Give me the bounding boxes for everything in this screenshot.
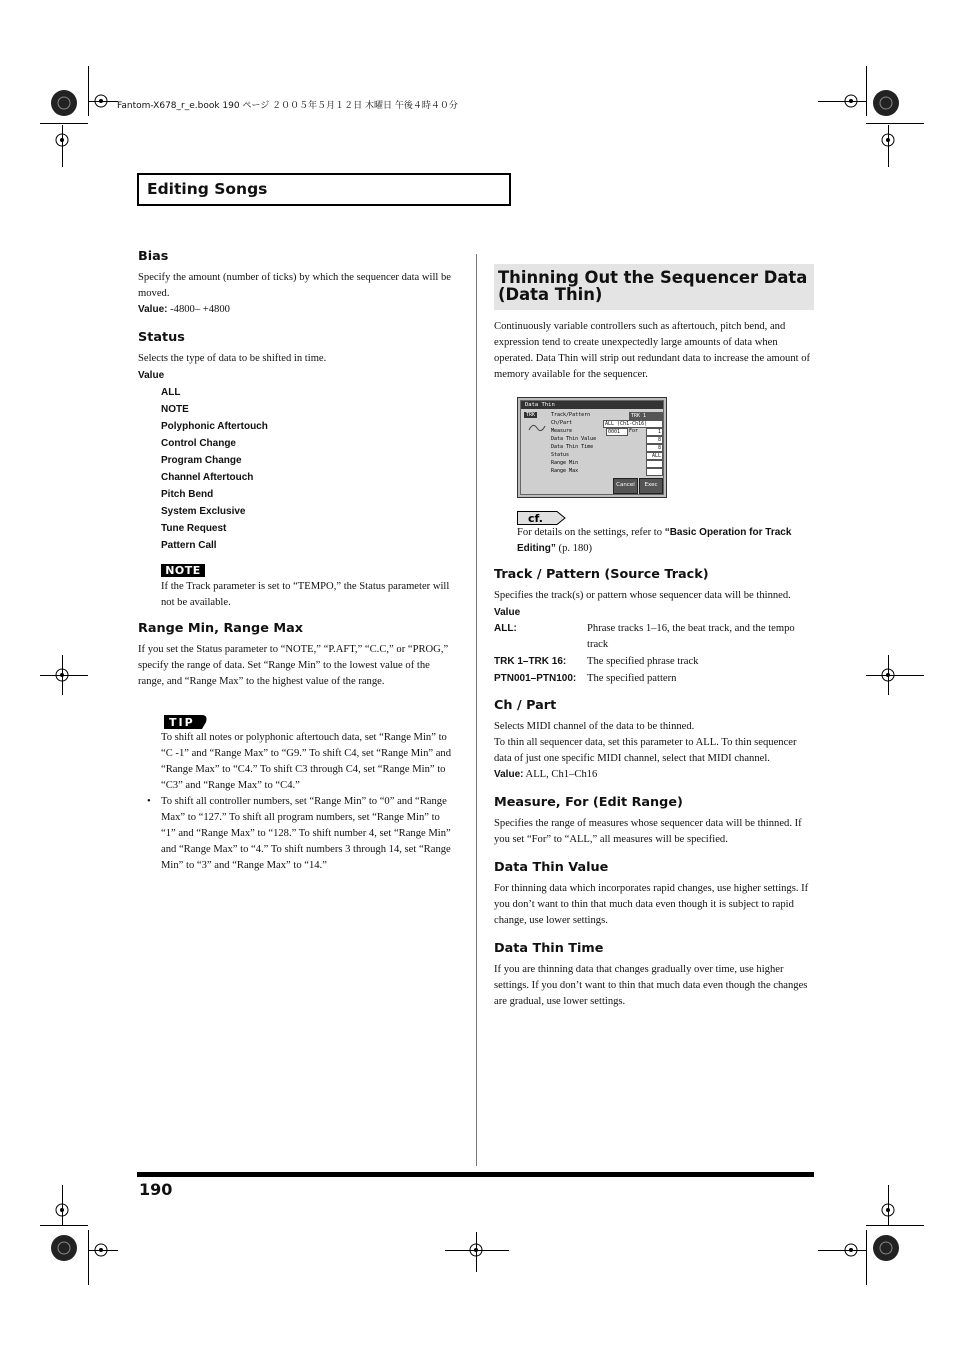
range-min-field[interactable] bbox=[646, 460, 663, 468]
row-value: Phrase tracks 1–16, the beat track, and the tempo track bbox=[587, 623, 795, 650]
status-value-list bbox=[138, 384, 458, 554]
screen-label: Range Min bbox=[551, 460, 579, 466]
track-graphic-icon bbox=[527, 420, 547, 434]
row-value: The specified pattern bbox=[587, 673, 677, 684]
column-divider bbox=[476, 254, 477, 1166]
thin-value-heading: Data Thin Value bbox=[494, 860, 609, 875]
screen-inner bbox=[520, 400, 664, 495]
track-value-label: Value bbox=[494, 607, 521, 618]
list-item: Tune Request bbox=[161, 523, 227, 534]
track-field[interactable]: TRK 1 bbox=[629, 412, 663, 420]
list-item: Control Change bbox=[161, 438, 236, 449]
screen-label: Range Max bbox=[551, 468, 579, 474]
cf-badge-label: cf. bbox=[528, 512, 543, 525]
page-number: 190 bbox=[139, 1180, 173, 1199]
ch-value bbox=[494, 767, 814, 783]
section-title-box bbox=[494, 264, 814, 310]
thin-time-heading: Data Thin Time bbox=[494, 941, 604, 956]
measure-desc: Specifies the range of measures whose sequencer data will be thinned. If you set “For” to “ALL,” all measures will be specified. bbox=[494, 818, 802, 845]
list-item: Pitch Bend bbox=[161, 489, 214, 500]
cf-badge-icon bbox=[517, 510, 567, 526]
screen-title: Data Thin bbox=[521, 401, 663, 409]
print-header: Fantom-X678_r_e.book 190 ページ ２００５年５月１２日 木曜日 午後４時４０分 bbox=[117, 101, 458, 111]
status-heading: Status bbox=[138, 330, 185, 345]
status-value-label: Value bbox=[138, 370, 165, 381]
screen-label: Measure bbox=[551, 428, 573, 434]
footer-rule bbox=[137, 1172, 814, 1177]
list-item: NOTE bbox=[161, 404, 189, 415]
thin-value-desc: For thinning data which incorporates rapid changes, use higher settings. If you don’t want to thin that much data even though it is subject to rapid change, use lower settings. bbox=[494, 883, 809, 926]
measure-heading: Measure, For (Edit Range) bbox=[494, 795, 683, 810]
bias-heading: Bias bbox=[138, 249, 169, 264]
measure-field[interactable]: 0001 bbox=[606, 428, 628, 436]
bias-value bbox=[138, 302, 458, 318]
tip-text-1: To shift all notes or polyphonic aftertouch data, set “Range Min” to “C -1” and “Range Max” to “G9.” To shift C4, set “Range Min” and “Range Max” to “C4.” To shift C3 through C4, set “Range Min” to “C3” and “Range Max” to “C4.” bbox=[161, 732, 452, 791]
status-desc: Selects the type of data to be shifted in time. bbox=[138, 353, 327, 364]
list-item: Channel Aftertouch bbox=[161, 472, 254, 483]
cf-reference bbox=[517, 525, 815, 557]
bias-value-text: -4800– +4800 bbox=[170, 304, 230, 315]
cf-link[interactable]: “Basic Operation for Track Editing” bbox=[517, 527, 792, 554]
tip-badge-label: TIP bbox=[169, 716, 195, 729]
ch-value-label: Value: bbox=[494, 769, 524, 780]
table-row bbox=[494, 671, 814, 687]
for-field[interactable]: 1 bbox=[646, 428, 663, 436]
screen-label: Data Thin Time bbox=[551, 444, 594, 450]
ch-part-field[interactable]: ALL (Ch1-Ch16) bbox=[603, 420, 663, 428]
bullet-icon: • bbox=[147, 796, 151, 807]
screen-label: Data Thin Value bbox=[551, 436, 597, 442]
list-item: Program Change bbox=[161, 455, 242, 466]
row-key: PTN001–PTN100: bbox=[494, 673, 577, 684]
thin-time-field[interactable]: 8 bbox=[646, 444, 663, 452]
chapter-header bbox=[137, 173, 511, 206]
list-item: Polyphonic Aftertouch bbox=[161, 421, 268, 432]
note-text: If the Track parameter is set to “TEMPO,” the Status parameter will not be available. bbox=[161, 581, 450, 608]
chapter-title: Editing Songs bbox=[147, 180, 268, 198]
ch-heading: Ch / Part bbox=[494, 698, 557, 713]
tip-badge-icon bbox=[162, 713, 208, 731]
for-label: For bbox=[629, 428, 639, 434]
track-heading: Track / Pattern (Source Track) bbox=[494, 567, 709, 582]
tip-bullet bbox=[147, 794, 457, 874]
table-row bbox=[494, 654, 814, 670]
range-heading: Range Min, Range Max bbox=[138, 621, 303, 636]
ch-value-text: ALL, Ch1–Ch16 bbox=[525, 769, 598, 780]
track-desc: Specifies the track(s) or pattern whose sequencer data will be thinned. bbox=[494, 590, 791, 601]
row-key: TRK 1–TRK 16: bbox=[494, 656, 567, 667]
thin-value-field[interactable]: 8 bbox=[646, 436, 663, 444]
section-title: Thinning Out the Sequencer Data (Data Thin) bbox=[498, 268, 808, 304]
screen-label: Ch/Part bbox=[551, 420, 573, 426]
exec-button[interactable]: Exec bbox=[639, 478, 663, 494]
right-params bbox=[494, 567, 814, 1010]
status-field-value: ALL bbox=[651, 453, 661, 459]
bias-value-label: Value: bbox=[138, 304, 168, 315]
ch-desc-2: To thin all sequencer data, set this parameter to ALL. To thin sequencer data of just one specific MIDI channel, select that MIDI channel. bbox=[494, 737, 797, 764]
status-field[interactable] bbox=[646, 452, 663, 460]
list-item: Pattern Call bbox=[161, 540, 217, 551]
list-item: ALL bbox=[161, 387, 181, 398]
row-key: ALL: bbox=[494, 623, 517, 634]
thin-time-desc: If you are thinning data that changes gradually over time, use higher settings. If you don’t want to thin that much data even though the changes are gradual, use lower settings. bbox=[494, 964, 808, 1007]
cf-text-post: (p. 180) bbox=[555, 543, 593, 554]
screen-label: Status bbox=[551, 452, 570, 458]
range-max-field[interactable] bbox=[646, 468, 663, 476]
data-thin-screen bbox=[517, 397, 667, 498]
cancel-button[interactable]: Cancel bbox=[613, 478, 638, 494]
table-row bbox=[494, 621, 814, 653]
list-item: System Exclusive bbox=[161, 506, 246, 517]
screen-label: Track/Pattern bbox=[551, 412, 591, 418]
intro-text: Continuously variable controllers such as aftertouch, pitch bend, and expression tend to create unexpectedly large amounts of data when operated. Data Thin will strip out redundant data to increase the amount of memory available for the sequencer. bbox=[494, 321, 811, 380]
range-section bbox=[138, 621, 458, 690]
ch-desc-1: Selects MIDI channel of the data to be thinned. bbox=[494, 721, 695, 732]
range-desc: If you set the Status parameter to “NOTE,” “P.AFT,” “C.C,” or “PROG,” specify the range of data. Set “Range Min” to the lowest value of the range, and “Range Max” to the highest value of the range. bbox=[138, 644, 449, 687]
tip-text-2: To shift all controller numbers, set “Range Min” to “0” and “Range Max” to “127.” To shift all program numbers, set “Range Min” to “1” and “Range Max” to “128.” To shift number 4, set “Range Min” and “Range Max” to “4.” To shift numbers 3 through 14, set “Range Min” to “3” and “Range Max” to “14.” bbox=[161, 796, 451, 871]
bias-desc: Specify the amount (number of ticks) by which the sequencer data will be moved. bbox=[138, 272, 452, 299]
note-badge: NOTE bbox=[161, 564, 205, 577]
row-value: The specified phrase track bbox=[587, 656, 699, 667]
left-column bbox=[138, 249, 458, 554]
screen-tab: TRK bbox=[526, 412, 536, 418]
cf-text-pre: For details on the settings, refer to bbox=[517, 527, 665, 538]
